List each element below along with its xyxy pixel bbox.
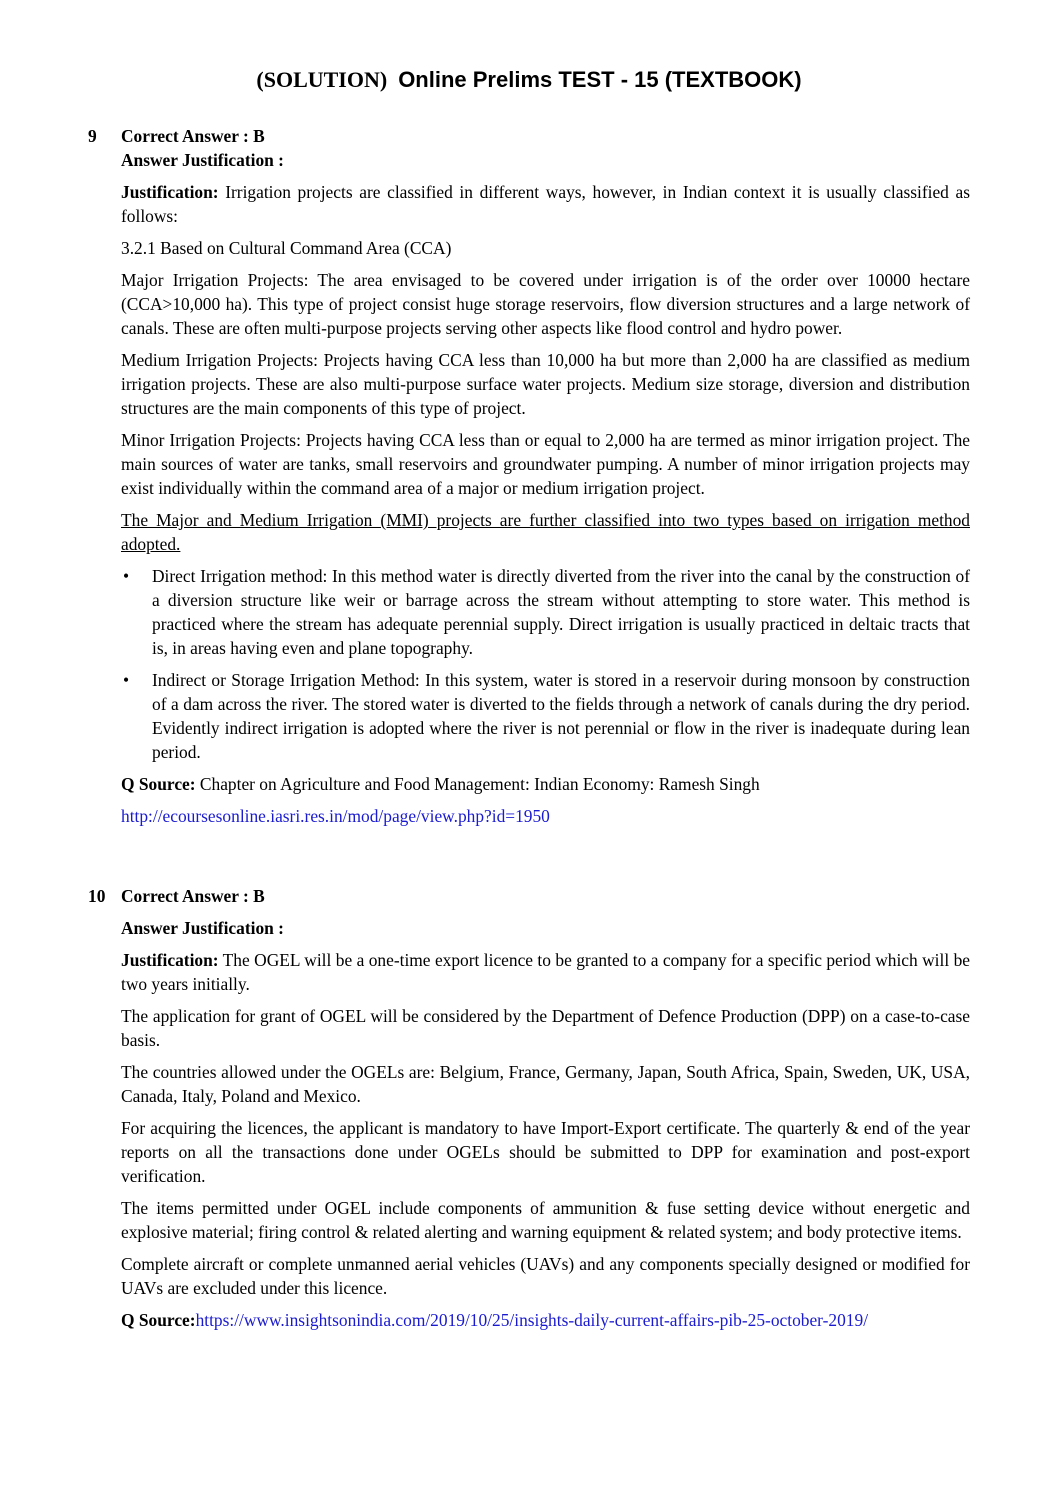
bullet-list (121, 564, 970, 764)
bullet-icon: • (123, 566, 130, 586)
paragraph-cca: 3.2.1 Based on Cultural Command Area (CCA) (121, 238, 452, 258)
question-number: 9 (88, 126, 97, 146)
bullet-icon: • (123, 670, 130, 690)
paragraph-countries: The countries allowed under the OGELs are: Belgium, France, Germany, Japan, South Africa, Spain, Sweden, UK, USA, Canada, Italy, Poland and Mexico. (121, 1062, 970, 1106)
source-paragraph (121, 1308, 970, 1332)
bullet-item (121, 564, 970, 660)
source-label: Q Source: (121, 1310, 196, 1330)
paragraph-medium: Medium Irrigation Projects: Projects having CCA less than 10,000 ha but more than 2,000 ha are classified as medium irrigation projects. These are also multi-purpose surface water projects. Medium size storage, diversion and distribution structures are the main components of this type of project. (121, 350, 970, 418)
title-solution-label: (SOLUTION) (256, 67, 388, 92)
correct-answer: Correct Answer : B (121, 126, 265, 146)
paragraph-minor: Minor Irrigation Projects: Projects having CCA less than or equal to 2,000 ha are termed as minor irrigation project. The main sources of water are tanks, small reservoirs and groundwater pumping. A number of minor irrigation projects may exist individually within the command area of a major or medium irrigation project. (121, 430, 970, 498)
justification-paragraph (121, 948, 970, 996)
answer-justification-label: Answer Justification : (121, 150, 284, 170)
justification-label: Justification: (121, 182, 219, 202)
bullet-item (121, 668, 970, 764)
source-text: Chapter on Agriculture and Food Management: Indian Economy: Ramesh Singh (195, 774, 760, 794)
answer-justification-label: Answer Justification : (121, 918, 284, 938)
paragraph-mmi-underlined: The Major and Medium Irrigation (MMI) projects are further classified into two types based on irrigation method adopted. (121, 510, 970, 554)
page-title (0, 66, 1058, 94)
paragraph-items: The items permitted under OGEL include components of ammunition & fuse setting device without energetic and explosive material; firing control & related alerting and warning equipment & related system; and body protective items. (121, 1198, 970, 1242)
source-paragraph (121, 772, 970, 796)
question-number: 10 (88, 886, 106, 906)
question-9 (88, 124, 970, 836)
title-test-name: Online Prelims TEST - 15 (TEXTBOOK) (398, 67, 802, 92)
justification-label: Justification: (121, 950, 219, 970)
paragraph-uavs: Complete aircraft or complete unmanned aerial vehicles (UAVs) and any components specially designed or modified for UAVs are excluded under this licence. (121, 1254, 970, 1298)
source-label: Q Source: (121, 774, 196, 794)
bullet-text: Direct Irrigation method: In this method water is directly diverted from the river into the canal by the construction of a diversion structure like weir or barrage across the stream without attempting to store water. This method is practiced where the stream has adequate perennial supply. Direct irrigation is usually practiced in deltaic tracts that is, in areas having even and plane topography. (152, 566, 970, 658)
justification-paragraph (121, 180, 970, 228)
source-link[interactable]: http://ecoursesonline.iasri.res.in/mod/page/view.php?id=1950 (121, 806, 550, 826)
bullet-text: Indirect or Storage Irrigation Method: In this system, water is stored in a reservoir during monsoon by construction of a dam across the river. The stored water is diverted to the fields through a network of canals during the dry period. Evidently indirect irrigation is adopted where the river is not perennial or flow in the river is inadequate during lean period. (152, 670, 970, 762)
question-10 (88, 884, 970, 1340)
justification-text: Irrigation projects are classified in different ways, however, in Indian context it is usually classified as follows: (121, 182, 970, 226)
paragraph-dpp: The application for grant of OGEL will be considered by the Department of Defence Production (DPP) on a case-to-case basis. (121, 1006, 970, 1050)
correct-answer: Correct Answer : B (121, 886, 265, 906)
source-link-paragraph (121, 804, 970, 828)
justification-text: The OGEL will be a one-time export licence to be granted to a company for a specific period which will be two years initially. (121, 950, 970, 994)
paragraph-major: Major Irrigation Projects: The area envisaged to be covered under irrigation is of the order over 10000 hectare (CCA>10,000 ha). This type of project consist huge storage reservoirs, flow diversion structures and a large network of canals. These are often multi-purpose projects serving other aspects like flood control and hydro power. (121, 270, 970, 338)
source-link[interactable]: https://www.insightsonindia.com/2019/10/25/insights-daily-current-affairs-pib-25-october-2019/ (195, 1310, 869, 1330)
paragraph-licences: For acquiring the licences, the applicant is mandatory to have Import-Export certificate. The quarterly & end of the year reports on all the transactions done under OGELs should be submitted to DPP for examination and post-export verification. (121, 1118, 970, 1186)
